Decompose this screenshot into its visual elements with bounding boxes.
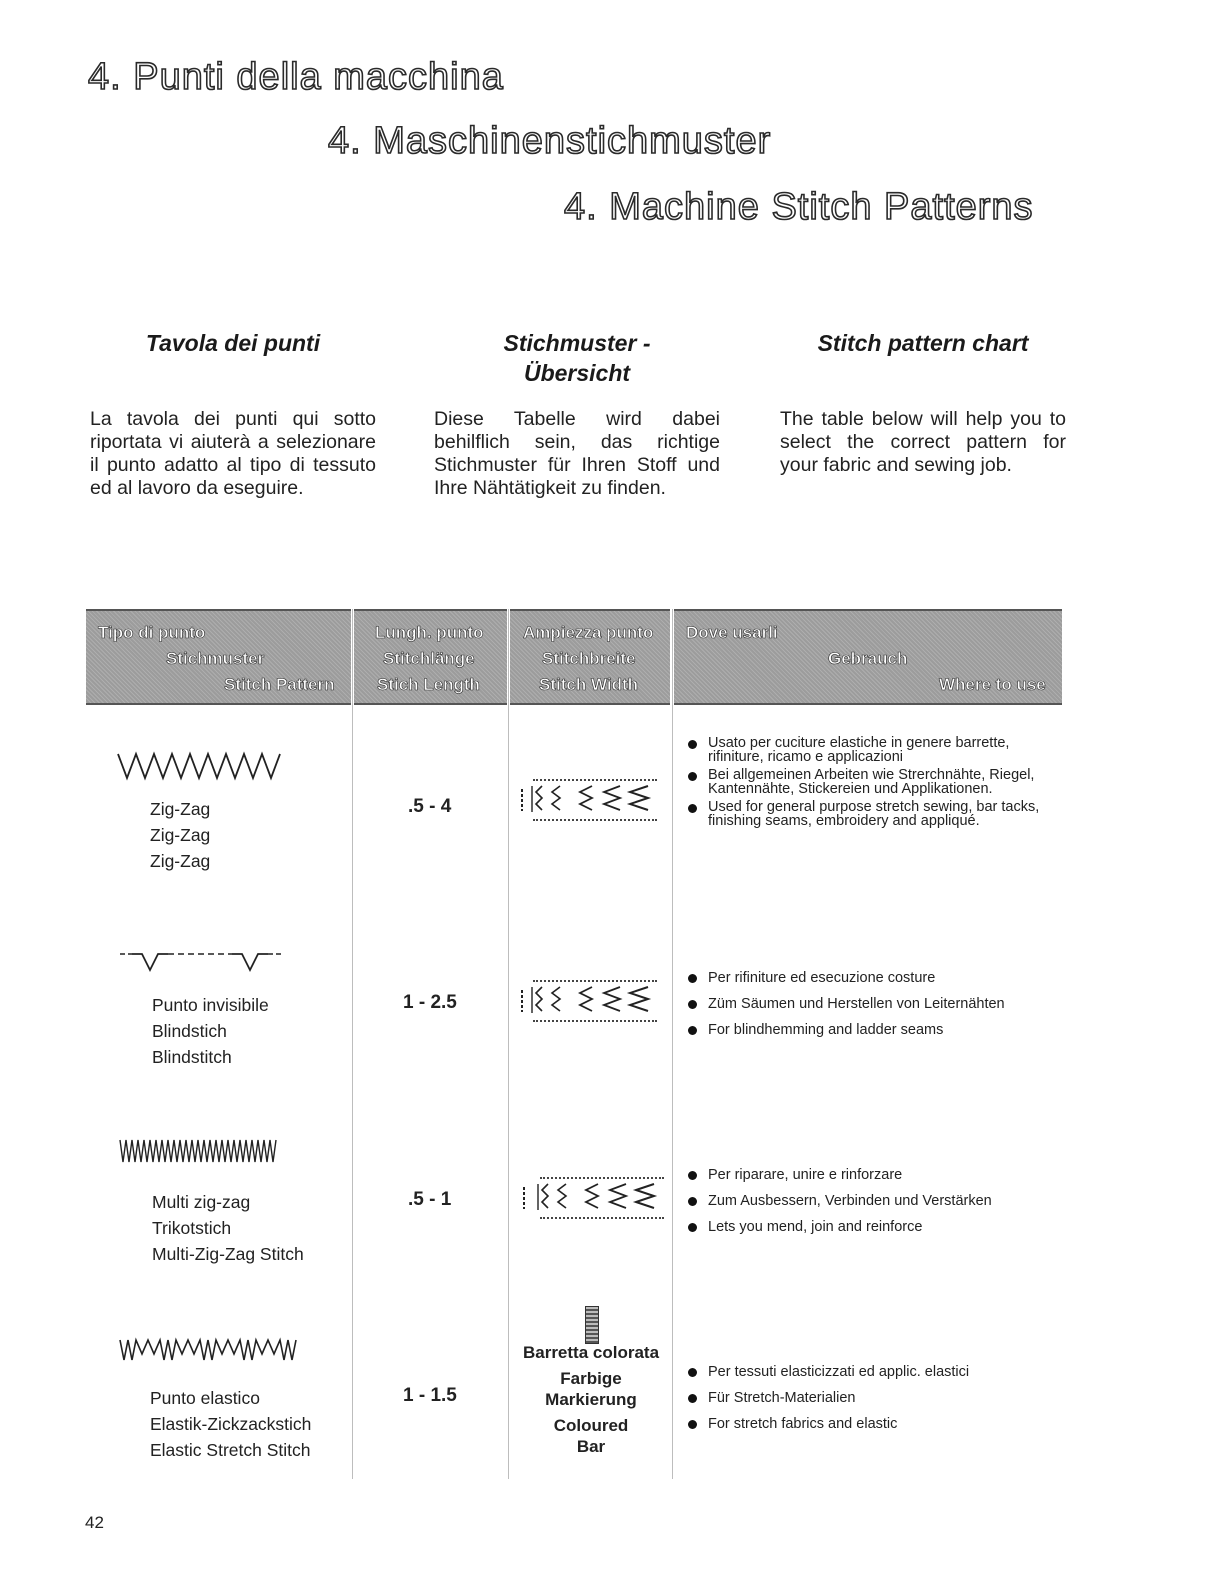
heading-german-line2: Übersicht: [523, 360, 631, 386]
row4-coloured-bar-label: [512, 1342, 670, 1457]
row4-uses: [688, 1364, 1058, 1442]
row1-name-it: Zig-Zag: [150, 799, 211, 819]
row3-name-it: Multi zig-zag: [152, 1192, 251, 1212]
row4-length: 1 - 1.5: [403, 1385, 457, 1406]
row1-name-en: Zig-Zag: [150, 851, 211, 871]
row4-use-en: For stretch fabrics and elastic: [688, 1416, 1058, 1432]
coloured-bar-en-1: Coloured: [553, 1416, 629, 1435]
row1-use-it: Usato per cuciture elastiche in genere barrette, rifiniture, ricamo e applicazioni: [688, 736, 1058, 764]
header-width-de: Stitchbreite: [542, 649, 636, 668]
coloured-bar-de-2: Markierung: [545, 1390, 637, 1409]
row2-name-de: Blindstich: [152, 1021, 227, 1041]
row4-name-it: Punto elastico: [150, 1388, 260, 1408]
row1-name-de: Zig-Zag: [150, 825, 211, 845]
row2-name-it: Punto invisibile: [152, 995, 269, 1015]
row4-use-de: Für Stretch-Materialien: [688, 1390, 1058, 1406]
row4-use-it: Per tessuti elasticizzati ed applic. elastici: [688, 1364, 1058, 1380]
row2-name-en: Blindstitch: [152, 1047, 232, 1067]
zigzag-stitch-icon: [118, 752, 282, 782]
row1-length: .5 - 4: [408, 796, 452, 817]
row3-name-en: Multi-Zig-Zag Stitch: [152, 1244, 304, 1264]
blindstitch-icon: [120, 950, 286, 974]
heading-english: Stitch pattern chart: [817, 330, 1029, 356]
row1-names: [150, 796, 210, 874]
intro-german: Diese Tabelle wird dabei behilflich sein, das richtige Stichmuster für Ihren Stoff und Ihre Nähtätigkeit zu finden.: [434, 408, 720, 499]
header-use-it: Dove usarli: [686, 623, 778, 642]
row2-use-de: Züm Säumen und Herstellen von Leiternähten: [688, 996, 1058, 1012]
row1-use-en: Used for general purpose stretch sewing, bar tacks, finishing seams, embroidery and appliqué.: [688, 800, 1058, 828]
row3-names: [152, 1189, 304, 1267]
row2-use-it: Per rifiniture ed esecuzione costure: [688, 970, 1058, 986]
row4-names: [150, 1385, 311, 1463]
row2-length: 1 - 2.5: [403, 992, 457, 1013]
row1-uses: [688, 736, 1058, 832]
coloured-bar-de-1: Farbige: [560, 1369, 622, 1388]
column-divider: [352, 609, 353, 1479]
column-divider: [508, 609, 509, 1479]
header-width-en: Stitch Width: [539, 675, 638, 694]
coloured-bar-icon: [585, 1306, 599, 1344]
header-stitch-length: [354, 609, 507, 705]
header-use-en: Where to use: [939, 675, 1046, 694]
header-where-to-use: [674, 609, 1062, 705]
stitch-width-icon: [520, 783, 660, 817]
row3-length: .5 - 1: [408, 1189, 452, 1210]
stitch-width-icon: [520, 984, 660, 1018]
row3-use-de: Zum Ausbessern, Verbinden und Verstärken: [688, 1193, 1058, 1209]
coloured-bar-en-2: Bar: [576, 1437, 606, 1456]
column-divider: [672, 609, 673, 1479]
title-italian: 4. Punti della macchina: [88, 56, 504, 98]
elastic-stretch-icon: [120, 1336, 298, 1366]
header-width-it: Ampiezza punto: [523, 623, 654, 642]
header-stitch-width: [510, 609, 670, 705]
header-length-de: Stitchlänge: [383, 649, 475, 668]
row4-name-en: Elastic Stretch Stitch: [150, 1440, 311, 1460]
header-length-it: Lungh. punto: [375, 623, 484, 642]
row3-uses: [688, 1167, 1058, 1245]
heading-german: [434, 328, 720, 388]
row2-uses: [688, 970, 1058, 1048]
title-german: 4. Maschinenstichmuster: [328, 120, 772, 162]
row2-names: [152, 992, 269, 1070]
title-english: 4. Machine Stitch Patterns: [564, 186, 1034, 228]
row3-use-en: Lets you mend, join and reinforce: [688, 1219, 1058, 1235]
row2-use-en: For blindhemming and ladder seams: [688, 1022, 1058, 1038]
coloured-bar-it: Barretta colorata: [522, 1343, 660, 1362]
header-length-en: Stich Length: [377, 675, 480, 694]
page-number: 42: [85, 1513, 104, 1532]
row3-name-de: Trikotstich: [152, 1218, 232, 1238]
header-pattern-en: Stitch Pattern: [224, 675, 335, 694]
intro-italian: La tavola dei punti qui sotto riportata vi aiuterà a selezionare il punto adatto al tipo di tessuto ed al lavoro da eseguire.: [90, 408, 376, 499]
row3-use-it: Per riparare, unire e rinforzare: [688, 1167, 1058, 1183]
heading-italian: Tavola dei punti: [145, 330, 321, 356]
intro-english: The table below will help you to select the correct pattern for your fabric and sewing job.: [780, 408, 1066, 476]
row1-use-de: Bei allgemeinen Arbeiten wie Strerchnähte, Riegel, Kantennähte, Stickereien und Applikationen.: [688, 768, 1058, 796]
row4-name-de: Elastik-Zickzackstich: [150, 1414, 312, 1434]
stitch-width-icon: [520, 1181, 665, 1215]
header-use-de: Gebrauch: [828, 649, 908, 668]
header-stitch-pattern: [86, 609, 351, 705]
header-pattern-de: Stichmuster: [166, 649, 265, 668]
header-pattern-it: Tipo di punto: [98, 623, 206, 642]
multi-zigzag-icon: [120, 1138, 280, 1166]
heading-german-line1: Stichmuster -: [503, 330, 651, 356]
